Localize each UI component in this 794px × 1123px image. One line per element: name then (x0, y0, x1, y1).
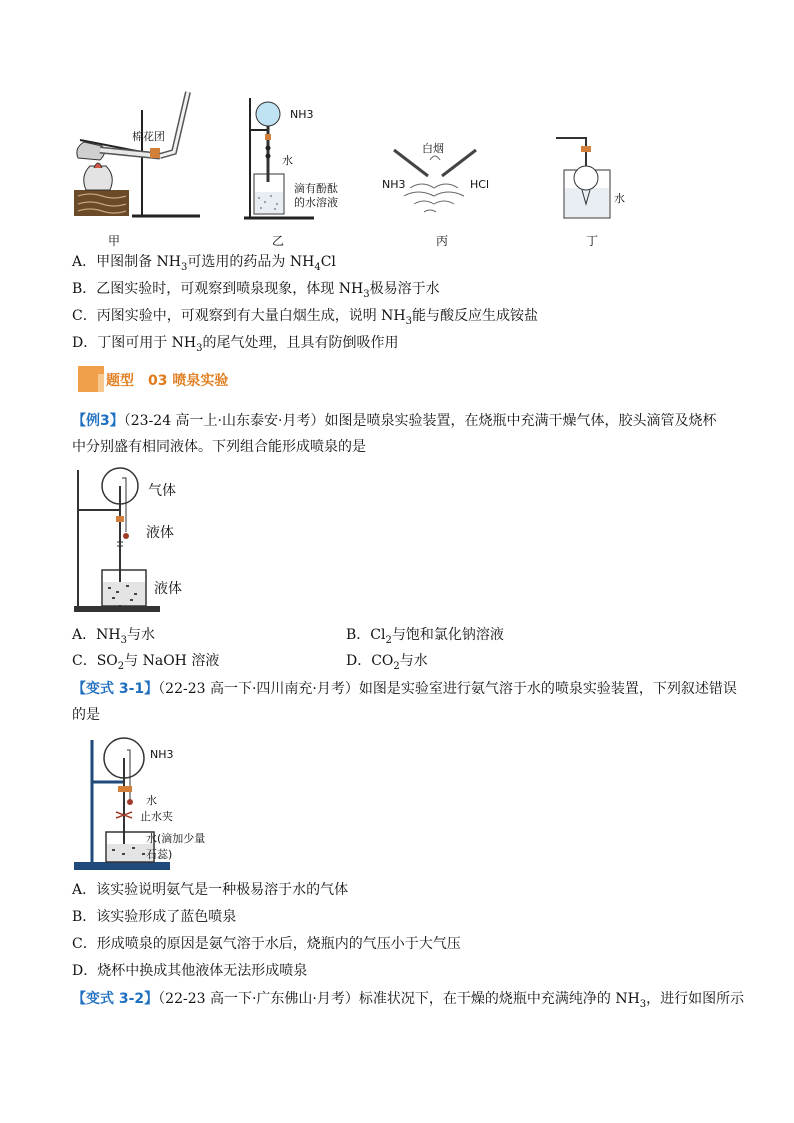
q2-option-d: D．丁图可用于 $NH_3$的尾气处理，且具有防倒吸作用 (72, 335, 399, 354)
variant31-fig-beaker2: 石蕊) (146, 848, 173, 861)
example3-option-a: A．$NH_3$与水 (72, 627, 155, 646)
caption-ding: 丁 (586, 234, 599, 248)
figure-ding-apparatus (552, 134, 632, 220)
variant32-tag: 【变式 3-2】 (72, 991, 159, 1007)
caption-bing: 丙 (436, 234, 449, 248)
variant32-line1: 【变式 3-2】（22-23 高一下·广东佛山·月考）标准状况下，在干燥的烧瓶中充满纯净的 $NH_3$，进行如图所示 (72, 991, 745, 1010)
variant31-tag: 【变式 3-1】 (72, 681, 159, 697)
section-title: 03 喷泉实验 (148, 373, 229, 389)
example3-fig-liquid2: 液体 (154, 581, 182, 597)
variant31-line1: 【变式 3-1】（22-23 高一下·四川南充·月考）如图是实验室进行氨气溶于水的喷泉实验装置，下列叙述错误 (72, 681, 737, 697)
label-bing-right: HCl (470, 178, 490, 191)
label-ding-water: 水 (614, 192, 625, 205)
label-yi-gas: NH3 (290, 108, 314, 121)
caption-jia: 甲 (108, 234, 121, 248)
q2-option-a: A．甲图制备 $NH_3$可选用的药品为 $NH_4Cl$ (72, 254, 336, 273)
q2-option-b: B．乙图实验时，可观察到喷泉现象，体现 $NH_3$极易溶于水 (72, 281, 440, 300)
label-bing-smoke: 白烟 (422, 142, 444, 155)
figure-jia-apparatus (70, 90, 210, 220)
example3-fig-liquid1: 液体 (146, 525, 174, 541)
example3-tag: 【例3】 (72, 413, 124, 429)
label-cotton: 棉花团 (132, 130, 165, 143)
variant31-option-a: A．该实验说明氨气是一种极易溶于水的气体 (72, 882, 349, 898)
label-yi-solution-1: 滴有酚酞 (294, 182, 338, 195)
example3-option-c: C．$SO_2$与 NaOH 溶液 (72, 653, 220, 672)
variant31-option-d: D．烧杯中换成其他液体无法形成喷泉 (72, 963, 308, 979)
example3-option-d: D．$CO_2$与水 (346, 653, 428, 672)
variant31-fig-beaker1: 水(滴加少量 (146, 832, 206, 845)
label-yi-solution-2: 的水溶液 (294, 196, 338, 209)
variant31-fig-gas: NH3 (150, 748, 174, 761)
example3-line2: 中分别盛有相同液体。下列组合能形成喷泉的是 (72, 439, 366, 455)
caption-yi: 乙 (272, 234, 285, 248)
variant31-fig-clamp: 止水夹 (140, 810, 173, 823)
example3-option-b: B．$Cl_2$与饱和氯化钠溶液 (346, 627, 504, 646)
variant31-option-b: B．该实验形成了蓝色喷泉 (72, 909, 237, 925)
section-label: 题型 (106, 373, 134, 389)
example3-fig-gas: 气体 (148, 483, 176, 499)
label-yi-water: 水 (282, 154, 293, 167)
variant31-line2: 的是 (72, 707, 100, 723)
label-bing-left: NH3 (382, 178, 406, 191)
q2-option-c: C．丙图实验中，可观察到有大量白烟生成，说明 $NH_3$能与酸反应生成铵盐 (72, 308, 538, 327)
variant31-option-c: C．形成喷泉的原因是氨气溶于水后，烧瓶内的气压小于大气压 (72, 936, 461, 952)
section-header (78, 366, 248, 392)
example3-line1: 【例3】（23-24 高一上·山东泰安·月考）如图是喷泉实验装置，在烧瓶中充满干燥气体，胶头滴管及烧杯 (72, 413, 717, 429)
variant31-fig-water: 水 (146, 794, 157, 807)
